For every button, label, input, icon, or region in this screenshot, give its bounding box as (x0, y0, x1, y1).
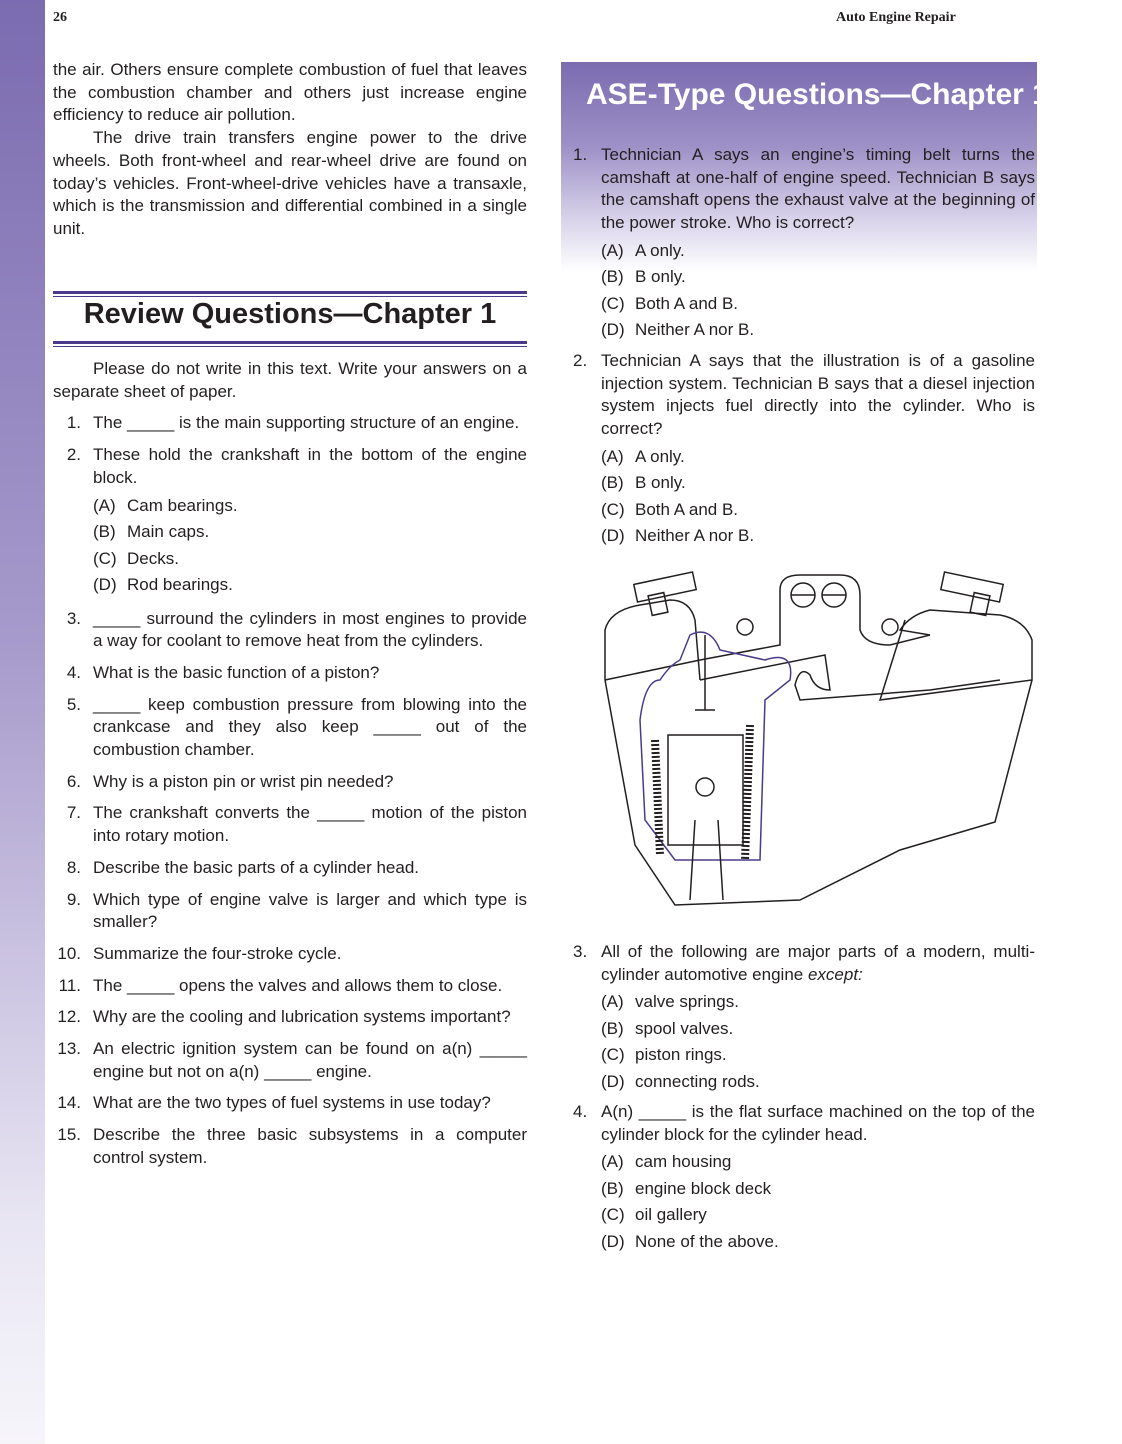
page-number: 26 (53, 10, 67, 25)
review-questions (53, 358, 527, 1170)
question-number: 6. (66, 771, 81, 791)
answer-option (601, 470, 1035, 497)
question-text-main: _____ keep combustion pressure from blowing into the crankcase and they also keep _____ out of the combustion chamber. (93, 694, 527, 760)
option-letter: (A) (93, 495, 116, 515)
answer-option (601, 523, 1035, 550)
question-body (93, 1038, 527, 1083)
option-letter: (C) (601, 499, 625, 519)
answer-option (601, 1016, 1035, 1043)
answer-options (601, 238, 1035, 344)
intro-text (53, 59, 527, 241)
question-item (573, 941, 1035, 1095)
option-letter: (A) (601, 992, 624, 1012)
question-text-main: What is the basic function of a piston? (93, 662, 380, 682)
option-text: None of the above. (635, 1231, 779, 1251)
option-text: A only. (635, 240, 685, 260)
answer-option (601, 317, 1035, 344)
option-letter: (C) (601, 293, 625, 313)
question-text-main: Summarize the four-stroke cycle. (93, 943, 342, 963)
question-text-main: The _____ is the main supporting structure of an engine. (93, 413, 520, 433)
engine-cross-section-illustration (600, 570, 1040, 915)
ase-question (573, 941, 1035, 1095)
question-emphasis: except: (807, 964, 863, 984)
ase-question (573, 1101, 1035, 1255)
question-number: 12. (57, 1007, 81, 1027)
question-number: 3. (66, 608, 81, 628)
answer-option (601, 1069, 1035, 1096)
option-text: oil gallery (635, 1205, 707, 1225)
option-text: Main caps. (127, 522, 210, 542)
option-letter: (D) (93, 575, 117, 595)
question-body (93, 771, 527, 794)
question-text (93, 771, 527, 794)
question-text-main: Technician A says an engine’s timing belt turns the camshaft at one-half of engine speed. Technician B says the camshaft opens the exhaust valve at the beginning of the power stroke. Who is correct? (601, 145, 1035, 233)
answer-option (601, 497, 1035, 524)
answer-option (93, 546, 527, 573)
answer-option (601, 291, 1035, 318)
question-text (93, 662, 527, 685)
question-text-main: _____ surround the cylinders in most engines to provide a way for coolant to remove heat from the cylinders. (93, 608, 527, 651)
question-text (93, 444, 527, 489)
question-item (53, 802, 527, 847)
option-letter: (C) (601, 1205, 625, 1225)
question-body (93, 1006, 527, 1029)
question-body (93, 1092, 527, 1115)
question-number: 10. (57, 943, 81, 963)
question-body (93, 889, 527, 934)
option-letter: (D) (601, 1071, 625, 1091)
ase-question (573, 144, 1035, 344)
question-text-main: Describe the three basic subsystems in a computer control system. (93, 1125, 527, 1167)
question-text (93, 1038, 527, 1083)
answer-option (93, 519, 527, 546)
answer-option (601, 1042, 1035, 1069)
question-item (53, 412, 527, 435)
option-letter: (D) (601, 320, 625, 340)
question-body (601, 1101, 1035, 1255)
question-item (53, 1124, 527, 1169)
option-letter: (B) (601, 473, 624, 493)
question-body (93, 662, 527, 685)
answer-option (601, 1229, 1035, 1256)
option-letter: (C) (601, 1045, 625, 1065)
question-text-main: These hold the crankshaft in the bottom of the engine block. (93, 445, 527, 487)
answer-options (601, 1149, 1035, 1255)
question-text (93, 857, 527, 880)
option-text: piston rings. (635, 1045, 727, 1065)
question-text-main: Why is a piston pin or wrist pin needed? (93, 771, 394, 791)
question-item (53, 1006, 527, 1029)
option-text: Both A and B. (635, 499, 739, 519)
question-item (53, 1038, 527, 1083)
question-text (93, 943, 527, 966)
option-text: B only. (635, 473, 686, 493)
question-number: 2. (573, 351, 588, 370)
question-text-main: Describe the basic parts of a cylinder head. (93, 857, 420, 877)
question-number: 15. (57, 1125, 81, 1145)
question-item (53, 943, 527, 966)
question-number: 1. (573, 145, 588, 164)
question-number: 7. (66, 803, 81, 823)
question-text (93, 975, 527, 998)
question-text-main: A(n) _____ is the flat surface machined on the top of the cylinder block for the cylinder head. (601, 1102, 1035, 1144)
option-text: Cam bearings. (127, 495, 238, 515)
question-body (93, 694, 527, 762)
divider (53, 291, 527, 297)
option-text: connecting rods. (635, 1071, 760, 1091)
answer-option (601, 1202, 1035, 1229)
question-number: 9. (66, 889, 81, 909)
option-letter: (B) (601, 1178, 624, 1198)
question-item (53, 608, 527, 653)
question-text-main: The crankshaft converts the _____ motion of the piston into rotary motion. (93, 803, 527, 846)
question-number: 1. (66, 413, 81, 433)
question-text-main: What are the two types of fuel systems in use today? (93, 1093, 491, 1113)
intro-paragraph: The drive train transfers engine power to the drive wheels. Both front-wheel and rear-wheel drive are found on today’s vehicles. Front-wheel-drive vehicles have a transaxle, which is the transmission and differential combined in a single unit. (53, 128, 527, 238)
option-letter: (C) (93, 548, 117, 568)
question-text-main: The _____ opens the valves and allows them to close. (93, 975, 503, 995)
answer-option (601, 444, 1035, 471)
option-text: Decks. (127, 548, 179, 568)
question-body (93, 802, 527, 847)
question-text (93, 694, 527, 762)
option-text: Neither A nor B. (635, 526, 755, 546)
question-item (53, 662, 527, 685)
question-text-main: Which type of engine valve is larger and which type is smaller? (93, 889, 527, 932)
question-text (93, 802, 527, 847)
question-text (601, 941, 1035, 986)
question-body (93, 1124, 527, 1169)
answer-options (601, 444, 1035, 550)
question-body (93, 444, 527, 598)
question-text (93, 608, 527, 653)
option-letter: (A) (601, 1152, 624, 1172)
question-number: 11. (58, 975, 81, 995)
question-text (601, 1101, 1035, 1146)
review-instructions: Please do not write in this text. Write your answers on a separate sheet of paper. (53, 359, 527, 401)
ase-question (573, 350, 1035, 550)
question-body (93, 857, 527, 880)
question-body (93, 943, 527, 966)
question-body (93, 608, 527, 653)
question-text-main: Technician A says that the illustration is of a gasoline injection system. Technician B says that a diesel injection system injects fuel directly into the cylinder. Who is correct? (601, 351, 1035, 439)
answer-option (93, 572, 527, 599)
question-text (93, 412, 527, 435)
question-body (93, 412, 527, 435)
question-item (53, 975, 527, 998)
ase-title: ASE-Type Questions—Chapter 1 (586, 78, 1049, 111)
question-text-main: All of the following are major parts of a modern, multi-cylinder automotive engine (601, 942, 1035, 984)
question-body (601, 350, 1035, 550)
question-number: 4. (573, 1102, 588, 1121)
intro-paragraph: the air. Others ensure complete combustion of fuel that leaves the combustion chamber and others just increase engine efficiency to reduce air pollution. (53, 60, 527, 125)
question-text (601, 144, 1035, 235)
question-item (53, 1092, 527, 1115)
question-body (601, 144, 1035, 344)
question-number: 4. (66, 662, 81, 682)
option-text: Rod bearings. (127, 575, 233, 595)
question-text-main: An electric ignition system can be found on a(n) _____ engine but not on a(n) _____ engine. (93, 1039, 527, 1081)
answer-options (601, 989, 1035, 1095)
question-number: 5. (66, 694, 81, 714)
answer-option (601, 1176, 1035, 1203)
question-number: 3. (573, 942, 588, 961)
question-item (573, 350, 1035, 550)
question-text-main: Why are the cooling and lubrication systems important? (93, 1007, 511, 1027)
option-letter: (D) (601, 526, 625, 546)
divider (53, 341, 527, 347)
option-text: B only. (635, 267, 686, 287)
option-letter: (B) (93, 522, 116, 542)
question-text (601, 350, 1035, 441)
option-text: A only. (635, 446, 685, 466)
option-text: Neither A nor B. (635, 320, 755, 340)
question-item (53, 771, 527, 794)
answer-option (93, 493, 527, 520)
answer-option (601, 989, 1035, 1016)
option-text: spool valves. (635, 1018, 734, 1038)
question-body (93, 975, 527, 998)
question-number: 14. (57, 1093, 81, 1113)
option-text: valve springs. (635, 992, 739, 1012)
answer-options (93, 493, 527, 599)
option-letter: (A) (601, 240, 624, 260)
question-item (53, 694, 527, 762)
answer-option (601, 1149, 1035, 1176)
question-item (53, 857, 527, 880)
question-item (53, 889, 527, 934)
question-number: 8. (66, 857, 81, 877)
running-head: Auto Engine Repair (836, 10, 956, 25)
answer-option (601, 264, 1035, 291)
option-letter: (D) (601, 1231, 625, 1251)
answer-option (601, 238, 1035, 265)
question-number: 13. (57, 1039, 81, 1059)
option-text: cam housing (635, 1152, 732, 1172)
question-text (93, 1006, 527, 1029)
question-text (93, 1124, 527, 1169)
option-text: Both A and B. (635, 293, 739, 313)
question-item (573, 144, 1035, 344)
option-letter: (B) (601, 267, 624, 287)
option-letter: (B) (601, 1018, 624, 1038)
question-body (601, 941, 1035, 1095)
option-letter: (A) (601, 446, 624, 466)
question-text (93, 1092, 527, 1115)
question-item (573, 1101, 1035, 1255)
review-title: Review Questions—Chapter 1 (83, 298, 497, 330)
page-side-band (0, 0, 45, 1444)
question-number: 2. (66, 445, 81, 465)
question-text (93, 889, 527, 934)
option-text: engine block deck (635, 1178, 772, 1198)
question-item (53, 444, 527, 598)
